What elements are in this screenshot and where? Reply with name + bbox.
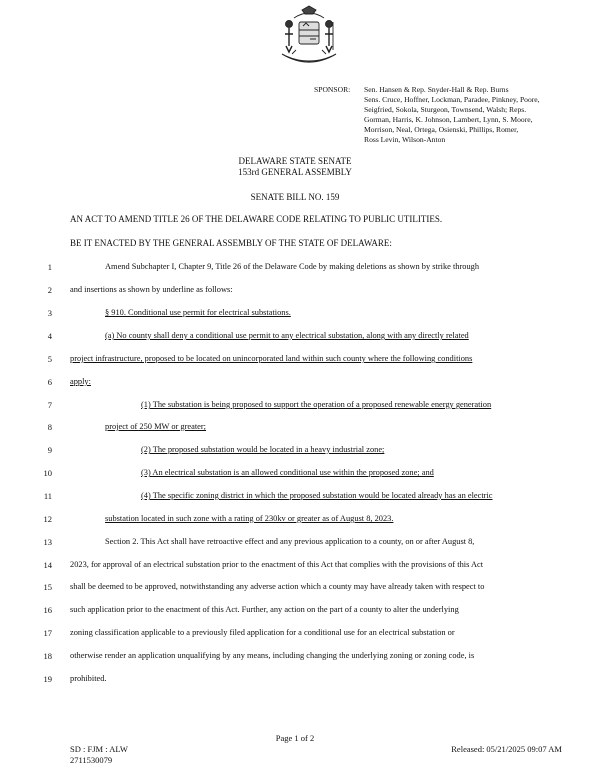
line-number: 15 — [43, 582, 52, 592]
chamber-heading: DELAWARE STATE SENATE — [238, 156, 352, 166]
bill-line: shall be deemed to be approved, notwithstanding any adverse action which a county may have already taken with respect to — [70, 582, 485, 591]
bill-line: (4) The specific zoning district in which the proposed substation would be located already has an electric — [141, 491, 493, 500]
sponsor-line: Morrison, Neal, Ortega, Osienski, Phillips, Romer, — [364, 125, 519, 135]
bill-line: (1) The substation is being proposed to support the operation of a proposed renewable energy generation — [141, 400, 492, 409]
bill-line: (2) The proposed substation would be located in a heavy industrial zone; — [141, 445, 385, 454]
bill-line: prohibited. — [70, 674, 107, 683]
sponsor-line: Seigfried, Sokola, Sturgeon, Townsend, Walsh; Reps. — [364, 105, 527, 115]
line-number: 5 — [47, 354, 52, 364]
line-number: 10 — [43, 468, 52, 478]
sponsor-line: Ross Levin, Wilson-Anton — [364, 135, 446, 145]
line-number: 4 — [47, 331, 52, 341]
act-title: AN ACT TO AMEND TITLE 26 OF THE DELAWARE CODE RELATING TO PUBLIC UTILITIES. — [70, 214, 443, 224]
line-number: 7 — [47, 400, 52, 410]
line-number: 19 — [43, 674, 52, 684]
bill-line: project infrastructure, proposed to be located on unincorporated land within such county where the following conditions — [70, 354, 473, 363]
line-number: 14 — [43, 560, 52, 570]
line-number: 2 — [47, 285, 52, 295]
sponsor-line: Sens. Cruce, Hoffner, Lockman, Paradee, Pinkney, Poore, — [364, 95, 540, 105]
line-number: 12 — [43, 514, 52, 524]
drafter-codes: SD : FJM : ALW — [70, 744, 128, 754]
section-heading: § 910. Conditional use permit for electrical substations. — [105, 308, 291, 317]
sponsor-label: SPONSOR: — [314, 85, 351, 94]
line-number: 1 — [47, 262, 52, 272]
bill-line: Section 2. This Act shall have retroactive effect and any previous application to a county, on or after August 8, — [105, 537, 475, 546]
bill-line: 2023, for approval of an electrical substation prior to the enactment of this Act that complies with the provisions of this Act — [70, 560, 484, 569]
bill-line: such application prior to the enactment of this Act. Further, any action on the part of a county to alter the underlying — [70, 605, 459, 614]
line-number: 6 — [47, 377, 52, 387]
line-number: 8 — [47, 422, 52, 432]
bill-number: SENATE BILL NO. 159 — [250, 192, 340, 202]
page-number: Page 1 of 2 — [275, 733, 315, 743]
document-id: 2711530079 — [70, 755, 113, 765]
bill-line: zoning classification applicable to a previously filed application for a conditional use for an electrical substation or — [70, 628, 455, 637]
sponsor-line: Gorman, Harris, K. Johnson, Lambert, Lynn, S. Moore, — [364, 115, 533, 125]
assembly-heading: 153rd GENERAL ASSEMBLY — [238, 167, 352, 177]
enacting-clause: BE IT ENACTED BY THE GENERAL ASSEMBLY OF THE STATE OF DELAWARE: — [70, 238, 392, 248]
sponsor-list — [364, 85, 586, 146]
line-number: 3 — [47, 308, 52, 318]
bill-line: (3) An electrical substation is an allowed conditional use within the proposed zone; and — [141, 468, 434, 477]
line-number: 18 — [43, 651, 52, 661]
delaware-state-seal — [272, 4, 346, 70]
bill-line: (a) No county shall deny a conditional use permit to any electrical substation, along with any directly related — [105, 331, 469, 340]
bill-line: otherwise render an application unqualifying by any means, including changing the underlying zoning or zoning code, is — [70, 651, 475, 660]
line-number: 9 — [47, 445, 52, 455]
bill-line: apply: — [70, 377, 91, 386]
sponsor-line: Sen. Hansen & Rep. Snyder-Hall & Rep. Burns — [364, 85, 509, 94]
bill-line: and insertions as shown by underline as follows: — [70, 285, 233, 294]
line-number: 11 — [43, 491, 52, 501]
line-number: 17 — [43, 628, 52, 638]
line-number: 13 — [43, 537, 52, 547]
bill-line: project of 250 MW or greater; — [105, 422, 207, 431]
bill-line: Amend Subchapter I, Chapter 9, Title 26 of the Delaware Code by making deletions as shown by strike through — [105, 262, 480, 271]
bill-line: substation located in such zone with a rating of 230kv or greater as of August 8, 2023. — [105, 514, 394, 523]
release-stamp: Released: 05/21/2025 09:07 AM — [451, 744, 562, 754]
line-number: 16 — [43, 605, 52, 615]
